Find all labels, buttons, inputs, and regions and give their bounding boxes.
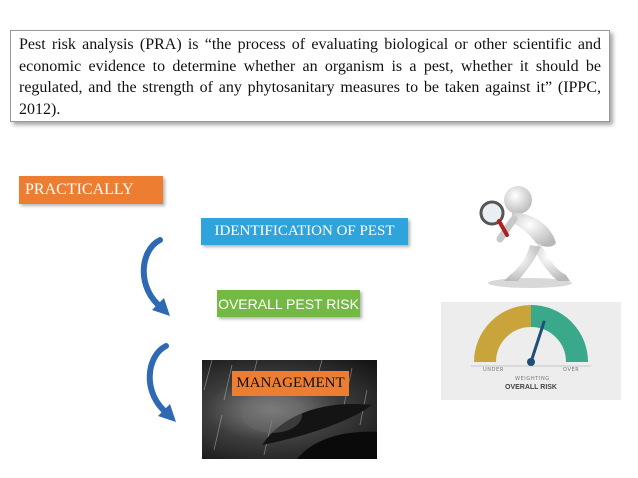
gauge-arc-low (485, 316, 531, 362)
gauge-over-label: OVER (563, 367, 580, 373)
step-identification-of-pest: IDENTIFICATION OF PEST (201, 218, 408, 245)
step-overall-pest-risk: OVERALL PEST RISK (217, 290, 360, 317)
gauge-hub (527, 358, 535, 366)
definition-text: Pest risk analysis (PRA) is “the process of evaluating biological or other scientific and economic evidence to determine whether an organism is a pest, whether it should be regulated, and the strength of any phytosanitary measures to be taken against it” (IPPC, 2012). (19, 36, 601, 118)
practically-label: PRACTICALLY (19, 176, 163, 204)
overall-risk-gauge (441, 302, 621, 400)
step-management: MANAGEMENT (232, 371, 349, 396)
magnifier-figure-icon (470, 183, 582, 293)
gauge-weighting-label: WEIGHTING (515, 376, 550, 382)
gauge-title: OVERALL RISK (505, 384, 557, 391)
curved-arrow-1-icon (138, 236, 178, 320)
gauge-needle (531, 322, 544, 362)
gauge-under-label: UNDER (483, 367, 504, 373)
curved-arrow-2-icon (144, 342, 184, 426)
definition-box (10, 30, 610, 122)
